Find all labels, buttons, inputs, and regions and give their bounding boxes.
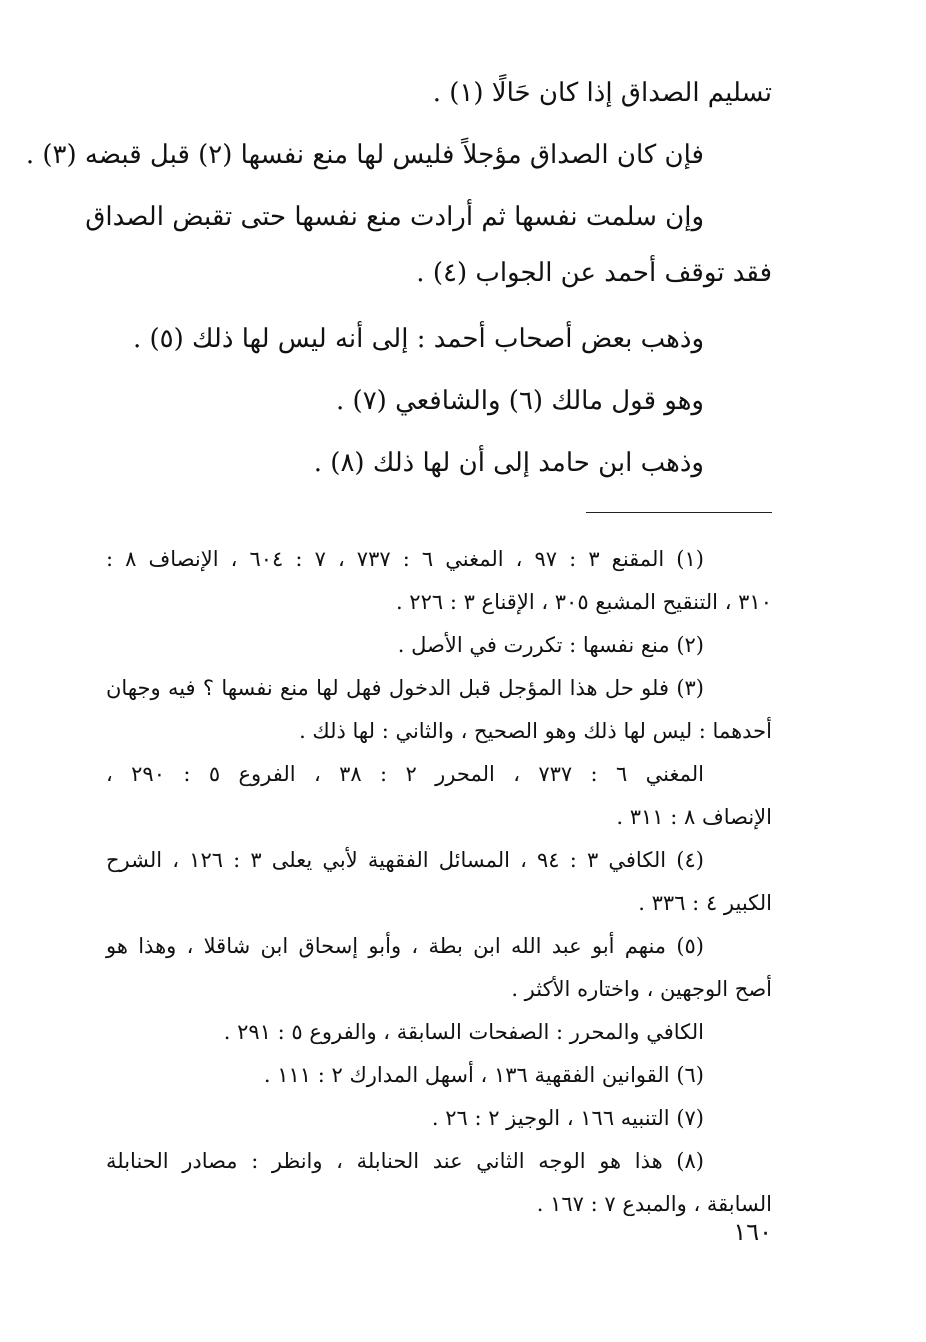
footnote-6: (٦) القوانين الفقهية ١٣٦ ، أسهل المدارك ٢ : ١١١ . (263, 1063, 704, 1087)
footnote-5-line-1: (٥) منهم أبو عبد الله ابن بطة ، وأبو إسحاق ابن شاقلا ، وهذا هو (106, 934, 704, 958)
footnote-4-line-1: (٤) الكافي ٣ : ٩٤ ، المسائل الفقهية لأبي يعلى ٣ : ١٢٦ ، الشرح (106, 848, 704, 872)
body-line-4: فقد توقف أحمد عن الجواب (٤) . (416, 258, 772, 288)
footnote-5-line-3: الكافي والمحرر : الصفحات السابقة ، والفروع ٥ : ٢٩١ . (223, 1020, 704, 1044)
body-line-7: وذهب ابن حامد إلى أن لها ذلك (٨) . (313, 448, 704, 478)
footnote-3-line-4: الإنصاف ٨ : ٣١١ . (616, 805, 772, 829)
body-line-1: تسليم الصداق إذا كان حَالًا (١) . (432, 78, 772, 108)
body-line-3: وإن سلمت نفسها ثم أرادت منع نفسها حتى تقبض الصداق (85, 202, 704, 232)
footnote-8-line-1: (٨) هذا هو الوجه الثاني عند الحنابلة ، وانظر : مصادر الحنابلة (106, 1149, 704, 1173)
body-line-6: وهو قول مالك (٦) والشافعي (٧) . (336, 386, 704, 416)
page-number: ١٦٠ (733, 1218, 772, 1246)
footnote-4-line-2: الكبير ٤ : ٣٣٦ . (638, 891, 772, 915)
body-line-5: وذهب بعض أصحاب أحمد : إلى أنه ليس لها ذلك (٥) . (132, 324, 704, 354)
footnote-5-line-2: أصح الوجهين ، واختاره الأكثر . (511, 977, 772, 1001)
body-line-2: فإن كان الصداق مؤجلاً فليس لها منع نفسها (٢) قبل قبضه (٣) . (25, 140, 704, 170)
footnote-separator (586, 512, 772, 513)
footnote-7: (٧) التنبيه ١٦٦ ، الوجيز ٢ : ٢٦ . (431, 1106, 704, 1130)
footnote-3-line-2: أحدهما : ليس لها ذلك وهو الصحيح ، والثاني : لها ذلك . (299, 719, 772, 743)
footnote-3-line-1: (٣) فلو حل هذا المؤجل قبل الدخول فهل لها منع نفسها ؟ فيه وجهان (106, 676, 704, 700)
footnote-8-line-2: السابقة ، والمبدع ٧ : ١٦٧ . (536, 1192, 772, 1216)
footnote-1-line-2: ٣١٠ ، التنقيح المشبع ٣٠٥ ، الإقناع ٣ : ٢٢٦ . (395, 590, 772, 614)
footnote-3-line-3: المغني ٦ : ٧٣٧ ، المحرر ٢ : ٣٨ ، الفروع ٥ : ٢٩٠ ، (106, 762, 705, 786)
footnotes (106, 538, 772, 1226)
main-text (25, 62, 772, 494)
footnote-1-line-1: (١) المقنع ٣ : ٩٧ ، المغني ٦ : ٧٣٧ ، ٧ : ٦٠٤ ، الإنصاف ٨ : (106, 547, 704, 571)
footnote-2: (٢) منع نفسها : تكررت في الأصل . (397, 633, 704, 657)
